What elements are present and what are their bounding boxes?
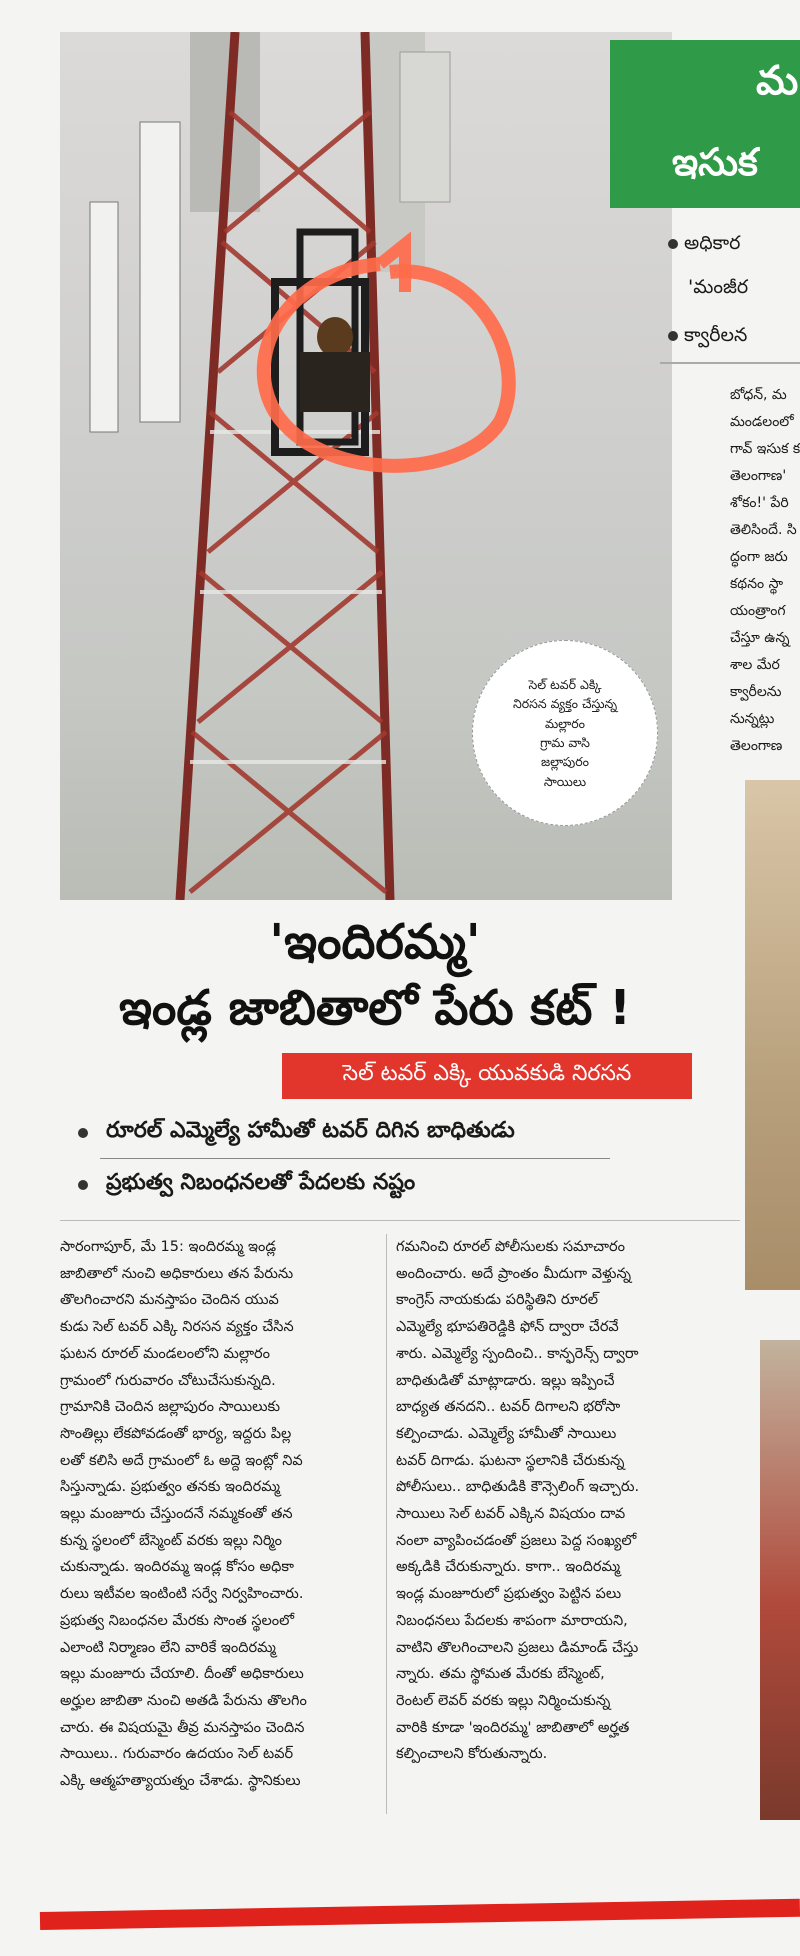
body-line: క్వారీలను bbox=[730, 684, 782, 700]
text-line: కాంగ్రెస్ నాయకుడు పరిస్థితిని రూరల్ bbox=[396, 1292, 599, 1309]
caption-line: సెల్ టవర్ ఎక్కి bbox=[528, 676, 602, 692]
body-line: తెలిసిందే. సి bbox=[730, 522, 797, 538]
text-line: వాటిని తొలగించాలని ప్రజలు డిమాండ్ చేస్తు bbox=[396, 1639, 639, 1656]
body-line: ద్ధంగా జరు bbox=[730, 549, 788, 565]
headline-line1: 'ఇందిరమ్మ' bbox=[269, 914, 481, 970]
body-line: శోకం!' పేరి bbox=[730, 495, 789, 511]
subhead-2: ప్రభుత్వ నిబంధనలతో పేదలకు నష్టం bbox=[78, 1170, 415, 1200]
text-line: చుకున్నాడు. ఇందిరమ్మ ఇండ్ల కోసం అధికా bbox=[60, 1559, 294, 1576]
caption-line: గ్రామ వాసి bbox=[540, 735, 590, 750]
text-line: కుడు సెల్ టవర్ ఎక్కి నిరసన వ్యక్తం చేసిన bbox=[60, 1319, 294, 1336]
text-line: జాబితాలో నుంచి అధికారులు తన పేరును bbox=[60, 1265, 294, 1282]
body-line: చేస్తూ ఉన్న bbox=[730, 630, 790, 646]
text-line: లతో కలిసి అదే గ్రామంలో ఓ అద్దె ఇంట్లో నివ bbox=[60, 1452, 303, 1469]
headline-line2: ఇండ్ల జాబితాలో పేరు కట్ ! bbox=[118, 980, 632, 1036]
text-line: నంలా వ్యాపించడంతో ప్రజలు పెద్ద సంఖ్యలో bbox=[396, 1532, 637, 1549]
right-headline-line2: ఇసుక bbox=[672, 140, 758, 184]
text-line: కల్పించాడు. ఎమ్మెల్యే హామీతో సాయిలు bbox=[396, 1425, 617, 1442]
column-divider bbox=[386, 1234, 387, 1814]
text-line: ఇల్లు మంజూరు చేయాలి. దీంతో అధికారులు bbox=[60, 1666, 304, 1683]
right-bullet-2: క్వారీలన bbox=[668, 324, 747, 351]
caption-line: సాయిలు bbox=[543, 773, 587, 789]
text-line: కున్న స్థలంలో బేస్మెంట్ వరకు ఇల్లు నిర్మిం bbox=[60, 1532, 282, 1549]
text-line: గమనించి రూరల్ పోలీసులకు సమాచారం bbox=[396, 1239, 625, 1255]
text-line: సాయిలు సెల్ టవర్ ఎక్కిన విషయం దావ bbox=[396, 1506, 626, 1523]
subhead-rule bbox=[100, 1158, 610, 1159]
subhead-1: రూరల్ ఎమ్మెల్యే హామీతో టవర్ దిగిన బాధితుడు bbox=[78, 1118, 515, 1148]
text-line: అర్హుల జాబితా నుంచి అతడి పేరును తొలగిం bbox=[60, 1692, 307, 1709]
text-line: గ్రామానికి చెందిన జల్లాపురం సాయిలుకు bbox=[60, 1399, 281, 1416]
body-line: శాల మేర bbox=[730, 657, 780, 673]
right-headline-line1: మ bbox=[756, 58, 799, 104]
text-line: ఘటన రూరల్ మండలంలోని మల్లారం bbox=[60, 1345, 270, 1362]
text-line: శారు. ఎమ్మెల్యే స్పందించి.. కాన్ఫరెన్స్ ద్వారా bbox=[396, 1345, 639, 1362]
text-line: సొంతిల్లు లేకపోవడంతో భార్య, ఇద్దరు పిల్ల bbox=[60, 1425, 292, 1442]
text-line: రులు ఇటీవల ఇంటింటి సర్వే నిర్వహించారు. bbox=[60, 1586, 304, 1603]
body-line: తెలంగాణ bbox=[730, 738, 783, 754]
right-bullet-1-cont: 'మంజీర bbox=[688, 276, 749, 298]
article-rule bbox=[60, 1220, 740, 1221]
text-line: ప్రభుత్వ నిబంధనల మేరకు సొంత స్థలంలో bbox=[60, 1612, 295, 1629]
text-line: ఎక్కి ఆత్మహత్యాయత్నం చేశాడు. స్థానికులు bbox=[60, 1773, 301, 1790]
text-line: సిస్తున్నాడు. ప్రభుత్వం తనకు ఇందిరమ్మ bbox=[60, 1479, 280, 1496]
body-line: నున్నట్లు bbox=[730, 711, 775, 727]
body-line: యంత్రాంగ bbox=[730, 603, 786, 619]
text-line: చారు. ఈ విషయమై తీవ్ర మనస్తాపం చెందిన bbox=[60, 1719, 305, 1736]
bullet-dot-icon bbox=[78, 1128, 88, 1138]
photo-caption-bubble bbox=[472, 640, 658, 826]
body-line: గావ్ ఇసుక క bbox=[730, 441, 800, 457]
right-story-header bbox=[610, 40, 800, 208]
article-column-1 bbox=[60, 1234, 380, 1795]
body-line: కథనం స్థా bbox=[730, 576, 784, 592]
body-line: బోధన్, మ bbox=[730, 387, 787, 403]
text-line: టవర్ దిగాడు. ఘటనా స్థలానికి చేరుకున్న bbox=[396, 1452, 625, 1469]
text-line: కల్పించాలని కోరుతున్నారు. bbox=[396, 1746, 548, 1763]
right-side-photo bbox=[745, 780, 800, 1290]
bottom-red-bar bbox=[40, 1899, 800, 1930]
body-line: మండలంలో bbox=[730, 414, 794, 430]
caption-line: నిరసన వ్యక్తం చేస్తున్న bbox=[512, 696, 618, 712]
text-line: అందించారు. అదే ప్రాంతం మీదుగా వెళ్తున్న bbox=[396, 1265, 631, 1282]
right-divider bbox=[660, 362, 800, 364]
bullet-dot-icon bbox=[668, 331, 678, 341]
text-line: నిబంధనలు పేదలకు శాపంగా మారాయని, bbox=[396, 1612, 628, 1629]
text-line: న్నారు. తమ స్థోమత మేరకు బేస్మెంట్, bbox=[396, 1666, 605, 1683]
body-line: తెలంగాణ' bbox=[730, 468, 787, 484]
bullet-dot-icon bbox=[78, 1180, 88, 1190]
right-bullet-1: అధికార bbox=[668, 232, 740, 259]
article-column-2 bbox=[396, 1234, 741, 1768]
text-line: బాధితుడితో మాట్లాడారు. ఇల్లు ఇప్పించే bbox=[396, 1372, 615, 1389]
kicker-banner: సెల్ టవర్ ఎక్కి యువకుడి నిరసన bbox=[282, 1053, 692, 1099]
text-line: ఎమ్మెల్యే భూపతిరెడ్డికి ఫోన్ ద్వారా చేరవే bbox=[396, 1319, 619, 1336]
caption-line: జల్లాపురం bbox=[540, 754, 590, 770]
text-line: గ్రామంలో గురువారం చోటుచేసుకున్నది. bbox=[60, 1372, 276, 1389]
text-line: అక్కడికి చేరుకున్నారు. కాగా.. ఇందిరమ్మ bbox=[396, 1559, 621, 1576]
text-line: పోలీసులు.. బాధితుడికి కౌన్సెలింగ్ ఇచ్చారు. bbox=[396, 1479, 640, 1496]
text-line: వారికి కూడా 'ఇందిరమ్మ' జాబితాలో అర్హత bbox=[396, 1719, 630, 1736]
bullet-dot-icon bbox=[668, 239, 678, 249]
truck-photo bbox=[760, 1340, 800, 1820]
caption-line: మల్లారం bbox=[544, 715, 586, 731]
right-story-body bbox=[730, 382, 800, 760]
text-line: తొలగించారని మనస్తాపం చెందిన యువ bbox=[60, 1292, 279, 1309]
text-line: బాధ్యత తనదని.. టవర్ దిగాలని భరోసా bbox=[396, 1399, 621, 1416]
text-line: ఇండ్ల మంజూరులో ప్రభుత్వం పెట్టిన పలు bbox=[396, 1586, 622, 1603]
text-line: ఎలాంటి నిర్మాణం లేని వారికే ఇందిరమ్మ bbox=[60, 1639, 276, 1656]
text-line: రెంటల్ లెవర్ వరకు ఇల్లు నిర్మించుకున్న bbox=[396, 1692, 611, 1709]
text-line: ఇల్లు మంజూరు చేస్తుందనే నమ్మకంతో తన bbox=[60, 1506, 293, 1523]
text-line: సారంగాపూర్, మే 15: ఇందిరమ్మ ఇండ్ల bbox=[60, 1239, 277, 1255]
text-line: సాయిలు.. గురువారం ఉదయం సెల్ టవర్ bbox=[60, 1746, 294, 1763]
